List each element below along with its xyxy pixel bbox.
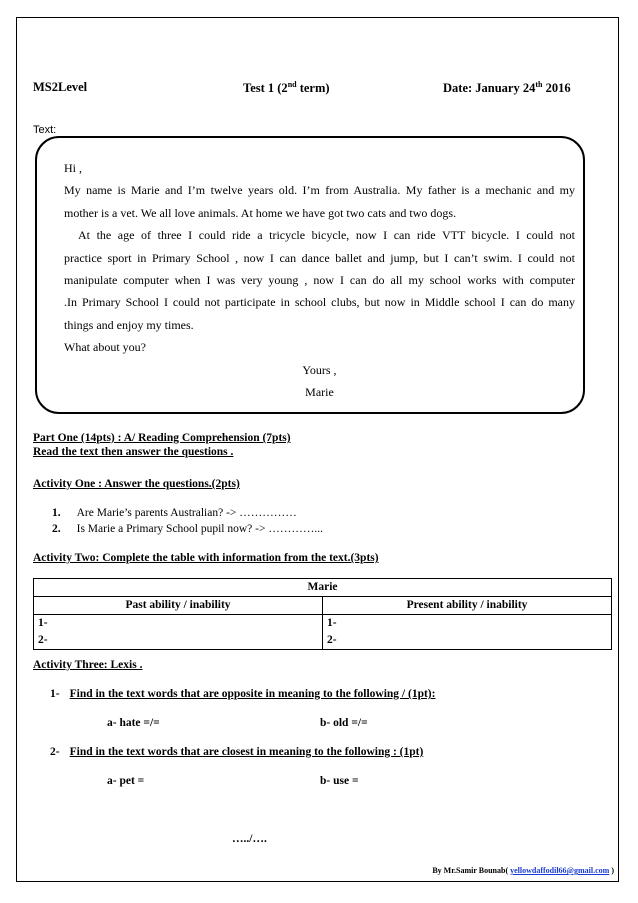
test-title: Test 1 (2nd term) <box>243 80 330 96</box>
letter-line: practice sport in Primary School , now I can dance ballet and jump, but I can’t swim. I could not <box>64 250 575 265</box>
part-one-title: Part One (14pts) : A/ Reading Comprehension (7pts) <box>33 432 291 444</box>
table-row <box>34 615 612 633</box>
test-date: Date: January 24th 2016 <box>443 80 571 96</box>
lexis-item-2a: a- pet = <box>107 775 145 787</box>
question-2: 2. Is Marie a Primary School pupil now? -> …………... <box>52 523 323 535</box>
table-header: Marie <box>34 579 612 597</box>
table-column-present: Present ability / inability <box>323 597 612 615</box>
letter-line: mother is a vet. We all love animals. At home we have got two cats and two dogs. <box>64 205 457 220</box>
activity-three-title: Activity Three: Lexis . <box>33 659 143 671</box>
lexis-item-1: 1- Find in the text words that are opposite in meaning to the following / (1pt): <box>50 688 436 700</box>
letter-signature: Marie <box>305 385 334 400</box>
lexis-item-2: 2- Find in the text words that are closest in meaning to the following : (1pt) <box>50 746 424 758</box>
letter-text <box>64 157 575 403</box>
text-label: Text: <box>33 124 57 136</box>
letter-question: What about you? <box>64 340 146 355</box>
table-cell[interactable]: 1- <box>323 615 612 633</box>
ability-table <box>33 578 612 650</box>
table-cell[interactable]: 2- <box>34 632 323 650</box>
letter-line: manipulate computer when I was very young , now I can do all my school works with computer <box>64 273 575 288</box>
letter-greeting: Hi , <box>64 161 82 175</box>
letter-closing: Yours , <box>302 362 337 377</box>
letter-line: My name is Marie and I’m twelve years old. I’m from Australia. My father is a mechanic and my <box>64 183 575 198</box>
page-marker: …../…. <box>232 833 267 845</box>
letter-line: At the age of three I could ride a tricycle bicycle, now I can ride VTT bicycle. I could not <box>78 228 575 243</box>
footer-credit: By Mr.Samir Bounab( yellowdaffodil66@gmail.com ) <box>432 866 614 875</box>
lexis-item-2b: b- use = <box>320 775 359 787</box>
level-label: MS2Level <box>33 80 88 94</box>
question-1: 1. Are Marie’s parents Australian? -> …………… <box>52 507 297 519</box>
lexis-item-1a: a- hate =/= <box>107 717 160 729</box>
lexis-item-1b: b- old =/= <box>320 717 368 729</box>
activity-one-title: Activity One : Answer the questions.(2pts) <box>33 478 240 490</box>
table-cell[interactable]: 1- <box>34 615 323 633</box>
part-one-instruction: Read the text then answer the questions . <box>33 446 234 458</box>
letter-line: .In Primary School I could not participate in school clubs, but now in Middle school I can do many <box>64 295 575 310</box>
table-column-past: Past ability / inability <box>34 597 323 615</box>
table-row <box>34 632 612 650</box>
table-cell[interactable]: 2- <box>323 632 612 650</box>
email-link[interactable]: yellowdaffodil66@gmail.com <box>510 866 610 875</box>
activity-two-title: Activity Two: Complete the table with information from the text.(3pts) <box>33 552 379 564</box>
letter-line: things and enjoy my times. <box>64 317 194 332</box>
